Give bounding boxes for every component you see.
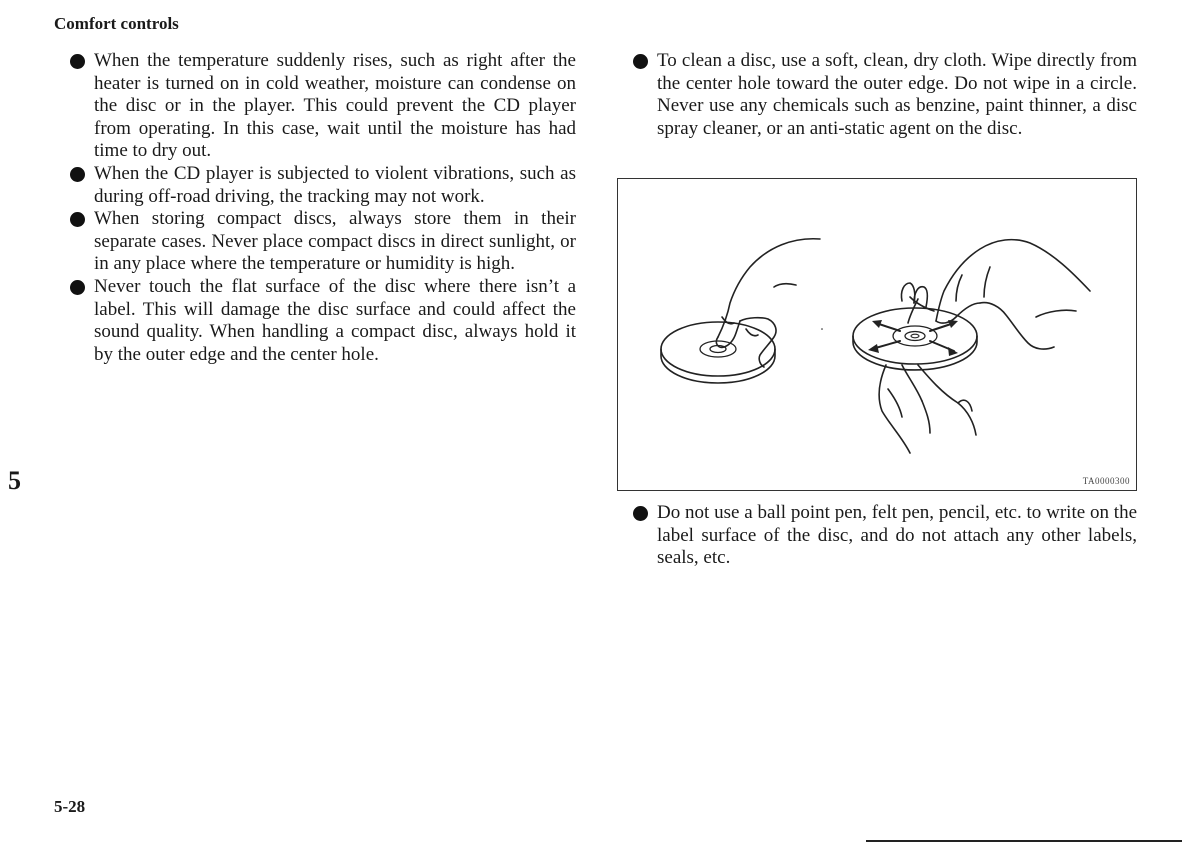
lower-hand-icon [879,365,976,453]
bullet-text: To clean a disc, use a soft, clean, dry cloth. Wipe directly from the center hole toward the outer edge. Do not wipe in a circle. Never use any chemicals such as benzine, paint thinner, a disc spray cleaner, or an anti-static agent on the disc. [657,50,1137,139]
wipe-direction-arrows-icon [872,323,954,351]
bullet-item [633,50,1137,140]
bullet-icon [633,54,648,69]
bullet-item [70,276,576,366]
section-title: Comfort controls [54,14,179,33]
bullet-text: Do not use a ball point pen, felt pen, pencil, etc. to write on the label surface of the disc, and do not attach any other labels, seals, etc. [657,502,1137,569]
right-column-bottom [633,502,1137,570]
disc-handling-illustration [618,179,1138,492]
bullet-icon [633,506,648,521]
chapter-tab: 5 [8,466,21,495]
bullet-item [633,502,1137,570]
left-disc-icon [661,322,775,383]
bullet-text: When the CD player is subjected to violent vibrations, such as during off-road driving, the tracking may not work. [94,162,576,207]
left-hand-icon [716,239,820,367]
left-column [70,50,576,366]
right-column-top [633,50,1137,140]
right-disc-icon [853,308,977,370]
bullet-icon [70,212,85,227]
bullet-text: When the temperature suddenly rises, such as right after the heater is turned on in cold weather, moisture can condense on the disc or in the player. This could prevent the CD player from operating. In this case, wait until the moisture has had time to dry out. [94,50,576,162]
bullet-text: When storing compact discs, always store them in their separate cases. Never place compact discs in direct sunlight, or in any place where the temperature or humidity is high. [94,208,576,275]
bullet-text: Never touch the flat surface of the disc where there isn’t a label. This will damage the disc surface and could affect the sound quality. When handling a compact disc, always hold it by the outer edge and the center hole. [94,275,576,365]
disc-handling-figure [617,178,1137,491]
bullet-item [70,208,576,276]
bullet-icon [70,54,85,69]
bottom-rule [866,840,1182,842]
bullet-item [70,163,576,208]
figure-code: TA0000300 [1082,476,1130,486]
support-fingers-icon [901,283,927,307]
bullet-icon [70,280,85,295]
page-number: 5-28 [54,797,86,816]
bullet-item [70,50,576,163]
bullet-icon [70,167,85,182]
